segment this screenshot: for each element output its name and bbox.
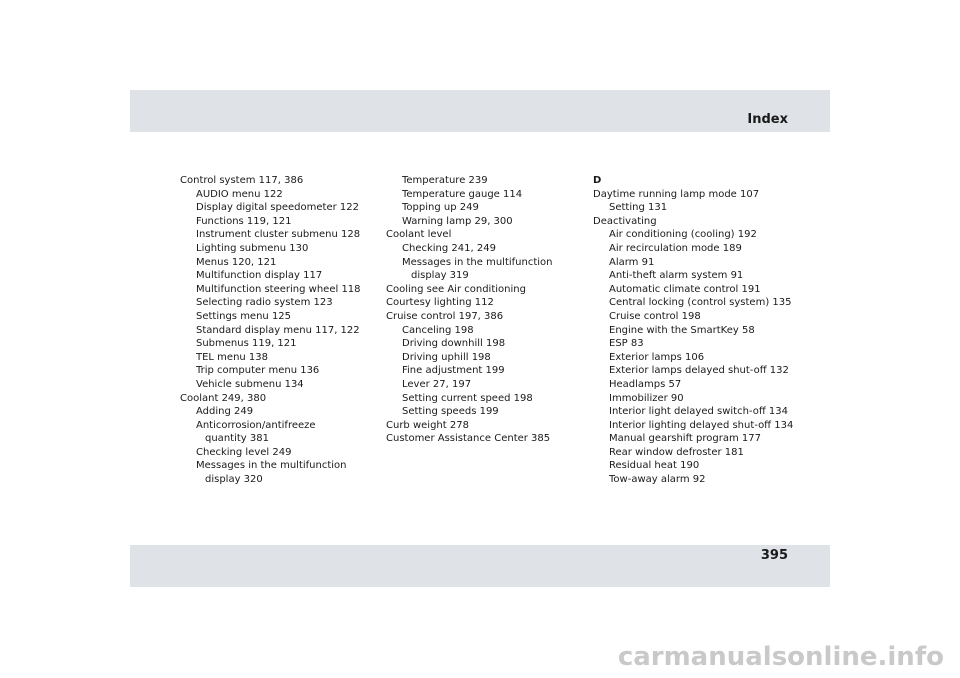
watermark: carmanualsonline.info bbox=[617, 642, 944, 672]
index-entry: Driving uphill 198 bbox=[402, 351, 491, 363]
index-entry: Coolant 249, 380 bbox=[180, 392, 267, 404]
index-entry: Customer Assistance Center 385 bbox=[386, 433, 551, 445]
index-entry: Air recirculation mode 189 bbox=[609, 242, 742, 254]
index-section-letter: D bbox=[593, 175, 602, 186]
index-entry: ESP 83 bbox=[609, 338, 644, 350]
index-entry: Setting 131 bbox=[609, 202, 668, 214]
index-entry: Headlamps 57 bbox=[609, 378, 682, 390]
index-entry: TEL menu 138 bbox=[196, 351, 269, 363]
index-entry: Anti-theft alarm system 91 bbox=[609, 270, 744, 282]
index-entry: Cruise control 198 bbox=[609, 310, 701, 322]
index-entry: Warning lamp 29, 300 bbox=[402, 215, 513, 227]
index-entry: Submenus 119, 121 bbox=[196, 338, 297, 350]
index-entry: Multifunction display 117 bbox=[196, 270, 323, 282]
index-column-1 bbox=[180, 174, 380, 487]
index-entry: Control system 117, 386 bbox=[180, 175, 304, 186]
index-entry: Rear window defroster 181 bbox=[609, 446, 744, 458]
index-entry: Manual gearshift program 177 bbox=[609, 433, 761, 445]
page-number: 395 bbox=[760, 548, 788, 563]
index-entry: Daytime running lamp mode 107 bbox=[593, 188, 760, 200]
index-entry: Exterior lamps 106 bbox=[609, 351, 705, 363]
index-entry: Checking 241, 249 bbox=[402, 242, 496, 254]
index-entry: Checking level 249 bbox=[196, 446, 292, 458]
index-entry: Cruise control 197, 386 bbox=[386, 310, 504, 322]
index-entry: Selecting radio system 123 bbox=[196, 297, 333, 309]
index-entry: Interior light delayed switch-off 134 bbox=[609, 406, 788, 418]
index-entry: Adding 249 bbox=[196, 406, 254, 418]
index-entry: Coolant level bbox=[386, 229, 452, 241]
index-entry: Canceling 198 bbox=[402, 324, 474, 336]
index-entry: Driving downhill 198 bbox=[402, 338, 506, 350]
index-entry: Engine with the SmartKey 58 bbox=[609, 324, 755, 336]
index-entry: Anticorrosion/antifreeze bbox=[196, 419, 316, 431]
index-entry: display 320 bbox=[205, 474, 263, 486]
index-entry: Central locking (control system) 135 bbox=[609, 297, 792, 309]
index-entry: AUDIO menu 122 bbox=[196, 188, 283, 200]
index-entry: Settings menu 125 bbox=[196, 310, 292, 322]
index-entry: Exterior lamps delayed shut-off 132 bbox=[609, 365, 789, 377]
index-entry: Setting current speed 198 bbox=[402, 392, 533, 404]
index-column-2 bbox=[386, 174, 586, 446]
index-entry: Setting speeds 199 bbox=[402, 406, 499, 418]
header-band bbox=[130, 90, 830, 132]
index-entry: Standard display menu 117, 122 bbox=[196, 324, 360, 336]
index-entry: quantity 381 bbox=[205, 433, 269, 445]
page-title: Index bbox=[747, 112, 788, 127]
index-entry: Messages in the multifunction bbox=[402, 256, 553, 268]
index-entry: Vehicle submenu 134 bbox=[196, 378, 304, 390]
footer-band bbox=[130, 545, 830, 587]
index-entry: Interior lighting delayed shut-off 134 bbox=[609, 419, 794, 431]
index-entry: Multifunction steering wheel 118 bbox=[196, 283, 361, 295]
index-entry: Temperature 239 bbox=[402, 175, 488, 186]
index-entry: Courtesy lighting 112 bbox=[386, 297, 494, 309]
index-entry: Display digital speedometer 122 bbox=[196, 202, 359, 214]
index-entry: Air conditioning (cooling) 192 bbox=[609, 229, 757, 241]
index-entry: Menus 120, 121 bbox=[196, 256, 277, 268]
index-entry: Alarm 91 bbox=[609, 256, 655, 268]
index-column-3 bbox=[593, 174, 823, 487]
index-entry: Messages in the multifunction bbox=[196, 460, 347, 472]
index-entry: Functions 119, 121 bbox=[196, 215, 292, 227]
index-entry: Automatic climate control 191 bbox=[609, 283, 761, 295]
index-entry: Curb weight 278 bbox=[386, 419, 469, 431]
index-entry: Lighting submenu 130 bbox=[196, 242, 309, 254]
index-entry: Cooling see Air conditioning bbox=[386, 283, 526, 295]
index-entry: Instrument cluster submenu 128 bbox=[196, 229, 361, 241]
index-entry: Residual heat 190 bbox=[609, 460, 700, 472]
index-entry: Fine adjustment 199 bbox=[402, 365, 505, 377]
index-entry: Deactivating bbox=[593, 215, 657, 227]
index-entry: Lever 27, 197 bbox=[402, 378, 472, 390]
index-entry: Immobilizer 90 bbox=[609, 392, 684, 404]
index-entry: Trip computer menu 136 bbox=[196, 365, 320, 377]
index-entry: Temperature gauge 114 bbox=[402, 188, 523, 200]
index-entry: Tow-away alarm 92 bbox=[609, 474, 706, 486]
index-entry: Topping up 249 bbox=[402, 202, 479, 214]
index-entry: display 319 bbox=[411, 270, 469, 282]
